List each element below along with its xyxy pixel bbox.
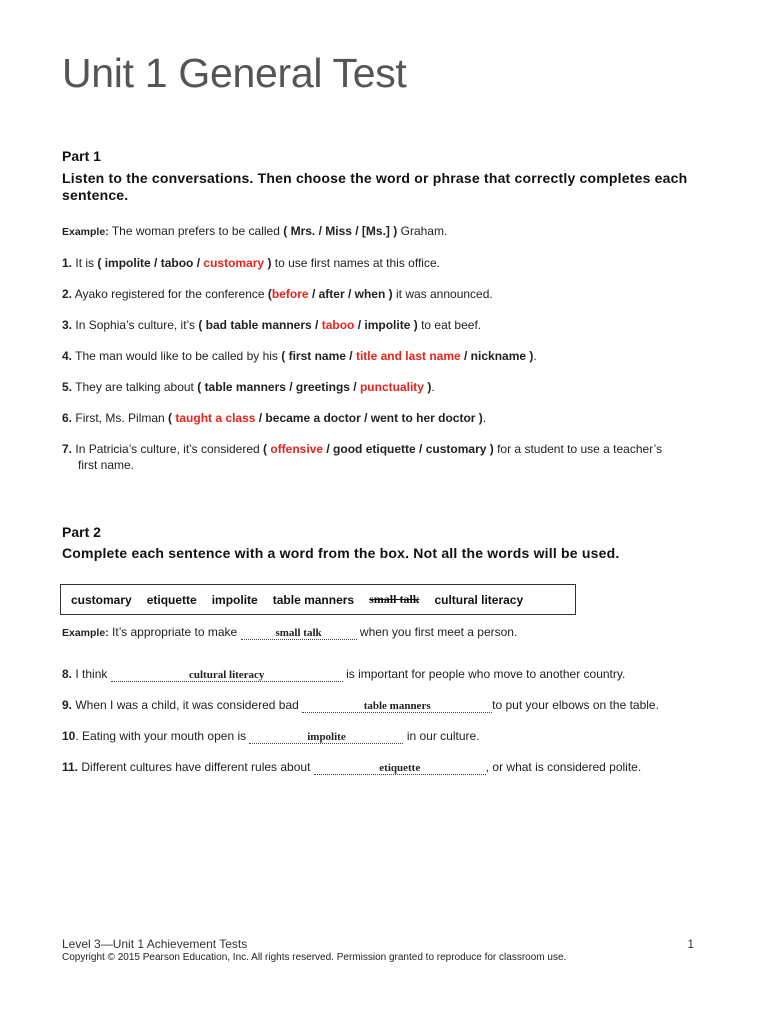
- word-box-item: cultural literacy: [434, 592, 524, 607]
- question-7: 7. In Patricia’s culture, it’s considered ( offensive / good etiquette / customary ) for a student to use a teacher’s first name.: [62, 442, 663, 472]
- answer-7: offensive: [270, 442, 324, 456]
- copyright: Copyright © 2015 Pearson Education, Inc. All rights reserved. Permission granted to reproduce for classroom use.: [62, 952, 567, 963]
- question-4: 4. The man would like to be called by his ( first name / title and last name / nickname ).: [62, 349, 537, 363]
- word-box: [60, 584, 576, 615]
- question-2: 2. Ayako registered for the conference (before / after / when ) it was announced.: [62, 287, 493, 301]
- question-9: 9. When I was a child, it was considered bad table manners to put your elbows on the table.: [62, 698, 659, 712]
- word-box-item: etiquette: [146, 592, 197, 607]
- question-8: 8. I think cultural literacy is important for people who move to another country.: [62, 667, 626, 681]
- question-1: 1. It is ( impolite / taboo / customary ) to use first names at this office.: [62, 256, 440, 270]
- answer-4: title and last name: [355, 349, 461, 363]
- page-number: 1: [687, 937, 694, 951]
- blank-example: small talk: [241, 627, 357, 640]
- question-5: 5. They are talking about ( table manners / greetings / punctuality ).: [62, 380, 435, 394]
- word-box-item-used: small talk: [369, 592, 420, 606]
- question-3: 3. In Sophia’s culture, it’s ( bad table manners / taboo / impolite ) to eat beef.: [62, 318, 482, 332]
- word-box-item: impolite: [211, 592, 258, 607]
- part2-instruction: Complete each sentence with a word from the box. Not all the words will be used.: [62, 545, 620, 561]
- page-footer: [62, 937, 694, 951]
- part2-heading: Part 2: [62, 524, 101, 540]
- blank-11[interactable]: etiquette: [314, 762, 486, 775]
- blank-9[interactable]: table manners: [302, 700, 492, 713]
- question-6: 6. First, Ms. Pilman ( taught a class / became a doctor / went to her doctor ).: [62, 411, 487, 425]
- part2-example: Example: It’s appropriate to make small talk when you first meet a person.: [62, 625, 518, 639]
- footer-title: Level 3—Unit 1 Achievement Tests: [62, 937, 248, 951]
- answer-1: customary: [203, 256, 265, 270]
- answer-3: taboo: [321, 318, 355, 332]
- part1-heading: Part 1: [62, 148, 101, 164]
- page-title: Unit 1 General Test: [62, 50, 407, 96]
- blank-10[interactable]: impolite: [249, 731, 403, 744]
- word-box-item: table manners: [272, 592, 355, 607]
- word-box-item: customary: [71, 592, 132, 607]
- question-11: 11. Different cultures have different rules about etiquette , or what is considered polite.: [62, 760, 642, 774]
- question-10: 10. Eating with your mouth open is impolite in our culture.: [62, 729, 480, 743]
- answer-2: before: [271, 287, 309, 301]
- blank-8[interactable]: cultural literacy: [111, 669, 343, 682]
- answer-5: punctuality: [359, 380, 424, 394]
- answer-6: taught a class: [175, 411, 256, 425]
- part1-example: Example: The woman prefers to be called ( Mrs. / Miss / [Ms.] ) Graham.: [62, 224, 448, 238]
- part1-instruction: Listen to the conversations. Then choose the word or phrase that correctly completes each sentence.: [62, 170, 688, 203]
